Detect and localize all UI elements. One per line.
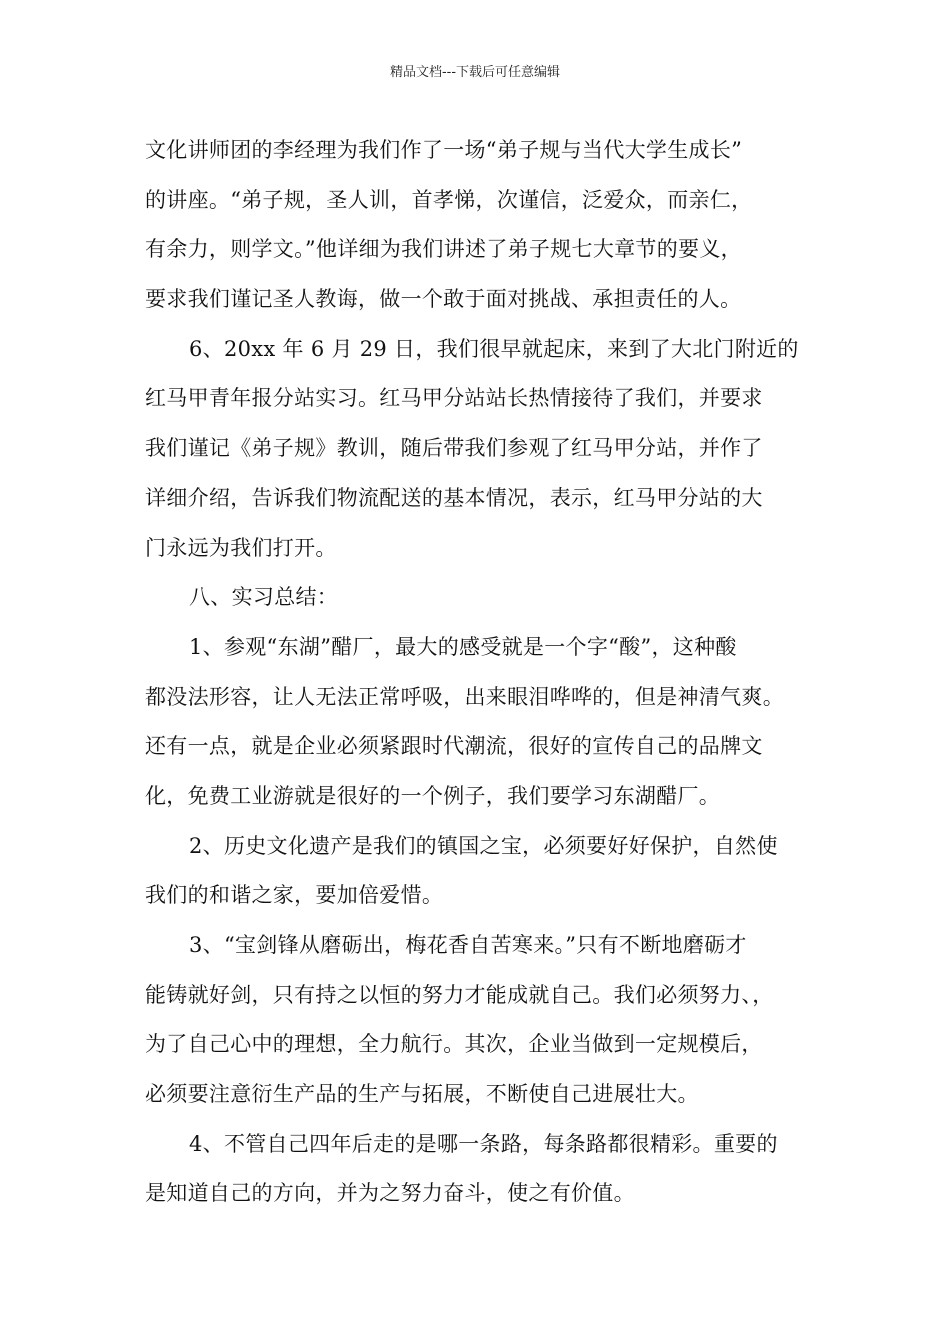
text-line: 6、20xx 年 6 月 29 日，我们很早就起床，来到了大北门附近的 (189, 336, 799, 361)
document-body (145, 126, 825, 1219)
text-line: 要求我们谨记圣人教诲，做一个敢于面对挑战、承担责任的人。 (145, 287, 742, 312)
text-line: 必须要注意衍生产品的生产与拓展，不断使自己进展壮大。 (145, 1082, 699, 1107)
text-line: 有余力，则学文。”他详细为我们讲述了弟子规七大章节的要义， (145, 237, 742, 262)
text-line: 1、参观“东湖”醋厂，最大的感受就是一个字“酸”，这种酸 (189, 634, 737, 659)
text-line: 的讲座。“弟子规，圣人训，首孝悌，次谨信，泛爱众，而亲仁， (145, 187, 753, 212)
text-line: 化，免费工业游就是很好的一个例子，我们要学习东湖醋厂。 (145, 783, 721, 808)
text-line: 我们的和谐之家，要加倍爱惜。 (145, 883, 444, 908)
text-line: 是知道自己的方向，并为之努力奋斗，使之有价值。 (145, 1181, 635, 1206)
text-line: 文化讲师团的李经理为我们作了一场“弟子规与当代大学生成长” (145, 138, 743, 162)
text-line: 都没法形容，让人无法正常呼吸，出来眼泪哗哗的，但是神清气爽。 (145, 684, 784, 709)
text-line: 4、不管自己四年后走的是哪一条路，每条路都很精彩。重要的 (189, 1131, 778, 1156)
text-line: 红马甲青年报分站实习。红马甲分站站长热情接待了我们，并要求 (145, 386, 763, 411)
text-line: 还有一点，就是企业必须紧跟时代潮流，很好的宣传自己的品牌文 (145, 734, 763, 759)
page-header: 精品文档---下载后可任意编辑 (389, 65, 561, 80)
text-line: 3、“宝剑锋从磨砺出，梅花香自苦寒来。”只有不断地磨砺才 (189, 933, 747, 957)
text-line: 能铸就好剑，只有持之以恒的努力才能成就自己。我们必须努力、， (145, 982, 774, 1007)
text-line: 八、实习总结： (189, 585, 339, 610)
text-line: 门永远为我们打开。 (145, 535, 337, 560)
text-line: 2、历史文化遗产是我们的镇国之宝，必须要好好保护，自然使 (189, 833, 778, 858)
text-line: 为了自己心中的理想，全力航行。其次，企业当做到一定规模后， (145, 1032, 763, 1057)
text-line: 详细介绍，告诉我们物流配送的基本情况，表示，红马甲分站的大 (145, 485, 763, 510)
text-line: 我们谨记《弟子规》教训，随后带我们参观了红马甲分站，并作了 (145, 436, 763, 461)
